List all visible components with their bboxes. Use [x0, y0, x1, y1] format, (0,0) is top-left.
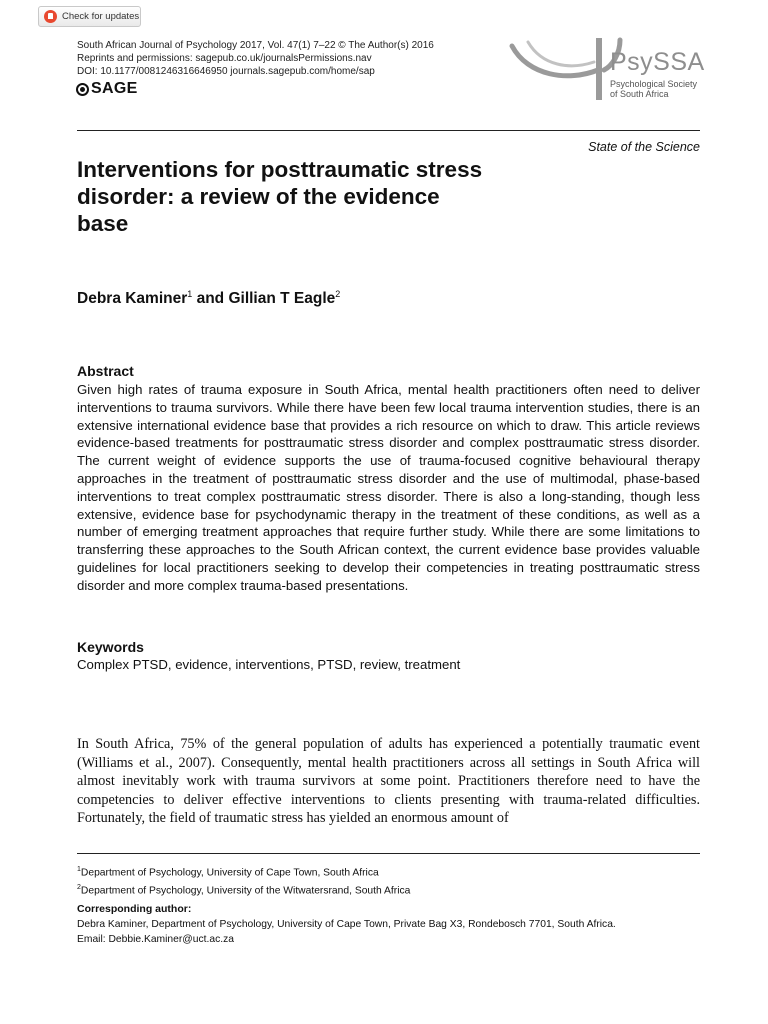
author-name: Gillian T Eagle [228, 290, 336, 308]
sage-ring-icon [76, 83, 89, 96]
doi-line: DOI: 10.1177/0081246316646950 journals.sagepub.com/home/sap [77, 66, 375, 77]
author-conjunction: and [192, 290, 229, 308]
bookmark-icon [44, 10, 57, 23]
footnote-divider [77, 853, 700, 854]
corresponding-email: Email: Debbie.Kaminer@uct.ac.za [77, 933, 234, 945]
body-paragraph: In South Africa, 75% of the general population of adults has experienced a potentially traumatic event (Williams et al., 2007). Consequently, mental health practitioners across all settings in South Africa will almost inevitably work with trauma survivors at some point. Practitioners therefore need to have the competencies to deliver effective interventions to clients presenting with trauma-related difficulties. Fortunately, the field of traumatic stress has yielded an enormous amount of [77, 736, 700, 827]
psyssa-wordmark: PsySSA [610, 48, 705, 76]
affiliation-mark: 2 [77, 883, 81, 891]
article-category: State of the Science [588, 140, 700, 154]
reprints-line: Reprints and permissions: sagepub.co.uk/journalsPermissions.nav [77, 53, 372, 64]
psyssa-subtitle-line1: Psychological Society [610, 79, 698, 89]
author-list [77, 289, 340, 308]
author-name: Debra Kaminer [77, 290, 188, 308]
keywords-heading: Keywords [77, 639, 144, 655]
author-affil-mark: 1 [187, 289, 193, 299]
sage-logo [76, 80, 138, 98]
abstract-text: Given high rates of trauma exposure in South Africa, mental health practitioners often need to deliver interventions to trauma survivors. While there have been few local trauma intervention studies, there is an extensive international evidence base that provides a rich resource on which to draw. This article reviews evidence-based treatments for posttraumatic stress disorder and complex posttraumatic stress disorder. The current weight of evidence supports the use of trauma-focused cognitive behavioural therapy approaches in the treatment of posttraumatic stress disorder and the use of multimodal, phase-based interventions to treat complex posttraumatic stress disorder. There is also a long-standing, though less extensive, evidence base for psychodynamic therapy in the treatment of these conditions, as well as a number of emerging treatment approaches that require further study. While there are some limitations to transferring these approaches to the South African context, the current evidence base provides valuable guidelines for local practitioners seeking to develop their competencies in treating posttraumatic stress disorder and more complex trauma-based presentations. [77, 382, 700, 593]
check-for-updates-button[interactable] [38, 6, 141, 27]
affiliation-text: Department of Psychology, University of Cape Town, South Africa [80, 867, 379, 879]
header-divider [77, 130, 700, 131]
affiliation-mark: 1 [77, 866, 81, 873]
affiliations [77, 863, 410, 899]
affiliation-item [77, 863, 410, 881]
corresponding-author-details [77, 918, 707, 947]
citation-line: South African Journal of Psychology 2017, Vol. 47(1) 7–22 © The Author(s) 2016 [77, 40, 434, 51]
abstract-heading: Abstract [77, 363, 134, 379]
affiliation-text: Department of Psychology, University of the Witwatersrand, South Africa [80, 885, 411, 897]
keywords-text: Complex PTSD, evidence, interventions, PTSD, review, treatment [77, 657, 461, 672]
psyssa-subtitle [610, 79, 697, 99]
journal-meta [77, 39, 434, 78]
corresponding-author-heading: Corresponding author: [77, 903, 192, 915]
psyssa-subtitle-line2: of South Africa [610, 89, 669, 99]
corresponding-address: Debra Kaminer, Department of Psychology, University of Cape Town, Private Bag X3, Rondebosch 7701, South Africa. [77, 919, 616, 930]
check-for-updates-label: Check for updates [62, 11, 140, 22]
article-title: Interventions for posttraumatic stress disorder: a review of the evidence base [77, 157, 483, 236]
affiliation-item [77, 881, 410, 899]
author-affil-mark: 2 [335, 289, 341, 299]
sage-wordmark: SAGE [91, 80, 138, 97]
